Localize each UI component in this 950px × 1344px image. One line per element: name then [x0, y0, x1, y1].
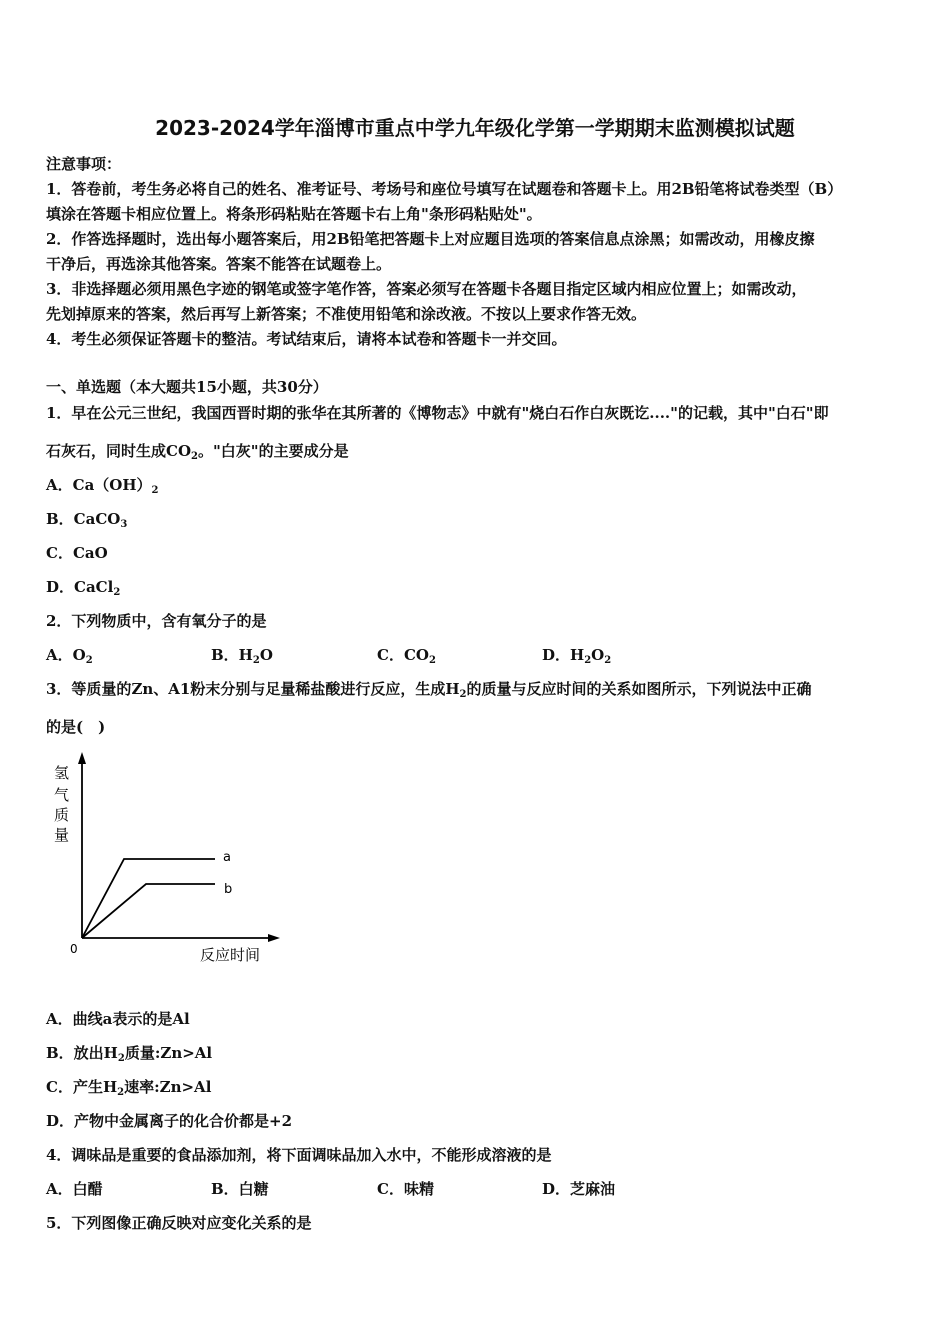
graph-curve-a-label: a — [223, 850, 231, 865]
q3-option-b-text-2: 质量:Zn>Al — [124, 1044, 213, 1062]
graph-y-label-4: 量 — [54, 826, 70, 844]
q5-stem: 5．下列图像正确反映对应变化关系的是 — [46, 1214, 312, 1232]
q2-option-d-text: D．H — [542, 646, 585, 664]
q1-option-d — [46, 576, 120, 598]
q1-option-d-sub: 2 — [113, 587, 121, 598]
q3-stem-line-2: 的是( ) — [46, 718, 106, 736]
q1-option-d-text: D．CaCl — [46, 578, 114, 596]
q1-stem-line-1: 1．早在公元三世纪，我国西晋时期的张华在其所著的《博物志》中就有"烧白石作白灰既讫...."的记载，其中"白石"即 — [46, 404, 829, 422]
q3-reaction-graph — [40, 748, 290, 973]
q1-option-a — [46, 474, 159, 496]
notice-line-7: 4．考生必须保证答题卡的整洁。考试结束后，请将本试卷和答题卡一并交回。 — [46, 330, 567, 348]
graph-curve-a — [82, 859, 215, 938]
q3-option-a: A．曲线a表示的是Al — [46, 1010, 190, 1028]
notice-line-3: 2．作答选择题时，选出每小题答案后，用2B铅笔把答题卡上对应题目选项的答案信息点涂黑；如需改动，用橡皮擦 — [46, 230, 815, 248]
notice-line-2: 填涂在答题卡相应位置上。将条形码粘贴在答题卡右上角"条形码粘贴处"。 — [46, 205, 542, 223]
q1-option-a-text: A．Ca（OH） — [46, 476, 152, 494]
q2-option-b-text: B．H — [211, 646, 253, 664]
q2-option-a-sub: 2 — [85, 655, 93, 666]
q2-option-c-sub: 2 — [428, 655, 436, 666]
q2-option-d-text-2: O — [591, 646, 605, 664]
notice-line-1: 1．答卷前，考生务必将自己的姓名、准考证号、考场号和座位号填写在试题卷和答题卡上。用2B铅笔将试卷类型（B） — [46, 180, 843, 198]
notice-heading: 注意事项： — [46, 155, 122, 173]
q3-option-c-sub: 2 — [117, 1087, 125, 1098]
graph-origin-label: 0 — [70, 942, 78, 956]
q3-option-b-sub: 2 — [117, 1053, 125, 1064]
q3-option-b-text: B．放出H — [46, 1044, 118, 1062]
q3-option-b — [46, 1042, 212, 1064]
notice-line-5: 3．非选择题必须用黑色字迹的钢笔或签字笔作答，答案必须写在答题卡各题目指定区域内相应位置上；如需改动， — [46, 280, 807, 298]
q1-stem-text: 石灰石，同时生成CO — [46, 442, 192, 460]
graph-y-label-2: 气 — [54, 786, 70, 804]
q2-option-b-sub: 2 — [252, 655, 260, 666]
q2-option-c-text: C．CO — [377, 646, 429, 664]
page-title: 2023-2024学年淄博市重点中学九年级化学第一学期期末监测模拟试题 — [155, 116, 795, 140]
q4-option-d: D．芝麻油 — [542, 1180, 616, 1198]
q1-option-b — [46, 508, 127, 530]
q4-stem: 4．调味品是重要的食品添加剂，将下面调味品加入水中，不能形成溶液的是 — [46, 1146, 552, 1164]
q2-option-a — [46, 644, 93, 666]
q1-option-c: C．CaO — [46, 544, 108, 562]
graph-x-arrow — [268, 934, 280, 942]
q3-stem-line-1 — [46, 678, 812, 700]
q4-option-b: B．白糖 — [211, 1180, 269, 1198]
q1-option-a-sub: 2 — [151, 485, 159, 496]
q1-stem-line-2 — [46, 440, 349, 462]
q3-option-c-text: C．产生H — [46, 1078, 118, 1096]
graph-y-label-3: 质 — [54, 806, 70, 824]
q3-stem-text-2: 的质量与反应时间的关系如图所示，下列说法中正确 — [466, 680, 812, 698]
q1-option-b-sub: 3 — [120, 519, 128, 530]
section-heading: 一、单选题（本大题共15小题，共30分） — [46, 378, 328, 396]
q2-option-d-sub: 2 — [584, 655, 592, 666]
q4-option-c: C．味精 — [377, 1180, 434, 1198]
q3-stem-text: 3．等质量的Zn、A1粉末分别与足量稀盐酸进行反应，生成H — [46, 680, 460, 698]
notice-line-4: 干净后，再选涂其他答案。答案不能答在试题卷上。 — [46, 255, 392, 273]
q3-option-d: D．产物中金属离子的化合价都是+2 — [46, 1112, 293, 1130]
graph-y-label-1: 氢 — [54, 764, 70, 782]
graph-x-label: 反应时间 — [200, 946, 261, 964]
graph-y-arrow — [78, 752, 86, 764]
q4-option-a: A．白醋 — [46, 1180, 103, 1198]
q3-option-c — [46, 1076, 211, 1098]
q2-option-d — [542, 644, 611, 666]
q2-stem: 2．下列物质中，含有氧分子的是 — [46, 612, 267, 630]
q1-stem-sub: 2 — [191, 451, 198, 462]
q3-option-c-text-2: 速率:Zn>Al — [124, 1078, 212, 1096]
q2-option-b — [211, 644, 273, 666]
q1-option-b-text: B．CaCO — [46, 510, 121, 528]
notice-line-6: 先划掉原来的答案，然后再写上新答案；不准使用铅笔和涂改液。不按以上要求作答无效。 — [46, 305, 647, 323]
q2-option-c — [377, 644, 436, 666]
q1-stem-text-2: 。"白灰"的主要成分是 — [197, 442, 349, 460]
q2-option-d-sub-2: 2 — [604, 655, 612, 666]
graph-curve-b-label: b — [224, 882, 233, 897]
q2-option-a-text: A．O — [46, 646, 86, 664]
q2-option-b-text-2: O — [259, 646, 273, 664]
q3-stem-sub: 2 — [459, 689, 467, 700]
graph-curve-b — [82, 884, 215, 938]
